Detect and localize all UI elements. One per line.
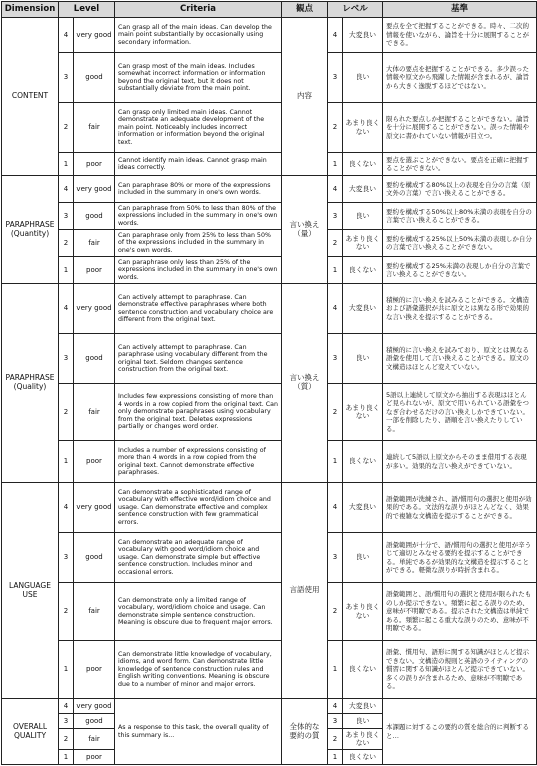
criteria-cell: Can actively attempt to paraphrase. Can demonstrate effective paraphrases where both sentence construction and vocabulary choice are different from the original text. <box>115 284 282 334</box>
table-row <box>2 641 537 699</box>
jp-score-cell: 4 <box>328 284 343 334</box>
criteria-cell: Can demonstrate only a limited range of vocabulary, word/idiom choice and usage. Can demonstrate simple sentence construction. Meaning is obscure due to frequent major errors. <box>115 583 282 641</box>
jp-criteria-header: 基準 <box>383 2 537 18</box>
dimension-paraphrase-quality: PARAPHRASE (Quality) <box>2 284 59 483</box>
jp-score-cell: 1 <box>328 257 343 284</box>
table-row <box>2 441 537 483</box>
jp-level-cell: 大変良い <box>343 483 383 533</box>
jp-score-cell: 2 <box>328 230 343 257</box>
jp-score-cell: 3 <box>328 714 343 729</box>
dimension-paraphrase-quantity: PARAPHRASE (Quantity) <box>2 176 59 284</box>
table-row <box>2 533 537 583</box>
jp-criteria-cell: 要点を全て把握することができる。時々、二次的情報を使いながら、論旨を十分に展開することができる。 <box>383 18 537 53</box>
criteria-cell: Can paraphrase only less than 25% of the expressions included in the summary in one's own words. <box>115 257 282 284</box>
jp-level-cell: 良い <box>343 203 383 230</box>
score-cell: 2 <box>59 384 74 441</box>
jp-dimension-paraphrase-quality: 言い換え （質） <box>282 284 328 483</box>
level-cell: good <box>74 533 115 583</box>
score-cell: 4 <box>59 176 74 203</box>
jp-criteria-cell: 連続して5語以上原文からそのまま借用する表現が多い。効果的な言い換えができていない。 <box>383 441 537 483</box>
jp-level-cell: 良くない <box>343 641 383 699</box>
criteria-cell: Can paraphrase only from 25% to less than 50% of the expressions included in the summary in one's own words. <box>115 230 282 257</box>
level-cell: fair <box>74 230 115 257</box>
criteria-cell: Can grasp most of the main ideas. Includes somewhat incorrect information or information beyond the original text, but it does not substantially deviate from the main point. <box>115 53 282 103</box>
jp-level-cell: 良い <box>343 53 383 103</box>
jp-criteria-cell: 積極的に言い換えを試みており、原文とは異なる語彙を使用して言い換えることができる。原文の文構造はほとんど変えていない。 <box>383 334 537 384</box>
table-row <box>2 153 537 176</box>
score-cell: 3 <box>59 53 74 103</box>
jp-level-cell: 大変良い <box>343 699 383 714</box>
score-cell: 1 <box>59 153 74 176</box>
jp-level-cell: 良い <box>343 533 383 583</box>
jp-score-cell: 4 <box>328 483 343 533</box>
level-cell: fair <box>74 384 115 441</box>
jp-level-cell: 良くない <box>343 257 383 284</box>
level-cell: very good <box>74 176 115 203</box>
jp-score-cell: 1 <box>328 441 343 483</box>
jp-score-cell: 2 <box>328 103 343 153</box>
jp-criteria-cell: 大体の要点を把握することができる。多少誤った情報や原文から飛躍した情報が含まれるが、論旨から大きく逸脱するほどではない。 <box>383 53 537 103</box>
dimension-header: Dimension <box>2 2 59 18</box>
criteria-cell: Can grasp all of the main ideas. Can develop the main point substantially by occasionally using secondary information. <box>115 18 282 53</box>
score-cell: 1 <box>59 641 74 699</box>
table-row <box>2 384 537 441</box>
jp-dimension-content: 内容 <box>282 18 328 176</box>
table-row <box>2 583 537 641</box>
score-cell: 3 <box>59 714 74 729</box>
jp-level-cell: 大変良い <box>343 18 383 53</box>
jp-score-cell: 2 <box>328 583 343 641</box>
score-cell: 2 <box>59 230 74 257</box>
criteria-cell: Can demonstrate a sophisticated range of vocabulary with effective word/idiom choice and usage. Can demonstrate effective and complex sentence construction with few grammatical errors. <box>115 483 282 533</box>
rubric-table <box>1 1 537 765</box>
level-cell: fair <box>74 103 115 153</box>
table-row <box>2 203 537 230</box>
jp-criteria-cell: 限られた要点しか把握することができない。論旨を十分に展開することができない。誤った情報や原文に書かれていない情報が目立つ。 <box>383 103 537 153</box>
jp-level-cell: 大変良い <box>343 284 383 334</box>
score-cell: 4 <box>59 483 74 533</box>
table-row <box>2 18 537 53</box>
jp-criteria-cell: 5語以上連続して原文から抽出する表現はほとんど見られないが、原文で用いられている語彙をつなぎ合わせるだけの言い換えしかできていない。一部を削除したり、語順を言い換えたりしている。 <box>383 384 537 441</box>
score-cell: 4 <box>59 18 74 53</box>
jp-criteria-cell: 語彙範囲が洗練され、語/慣用句の選択と使用が効果的である。文法的な誤りがほとんどなく、効果的で複雑な文構造を提示することができる。 <box>383 483 537 533</box>
jp-score-cell: 2 <box>328 384 343 441</box>
jp-level-cell: 良くない <box>343 750 383 765</box>
jp-level-cell: 良くない <box>343 153 383 176</box>
table-row <box>2 334 537 384</box>
jp-criteria-cell: 積極的に言い換えを試みることができる。文構造および語彙選択が共に原文とは異なる形で効果的な言い換えを提示することができる。 <box>383 284 537 334</box>
jp-dimension-language-use: 言語使用 <box>282 483 328 699</box>
table-row <box>2 230 537 257</box>
score-cell: 3 <box>59 334 74 384</box>
jp-score-cell: 4 <box>328 18 343 53</box>
jp-level-cell: あまり良くない <box>343 729 383 750</box>
jp-level-cell: あまり良くない <box>343 384 383 441</box>
table-row <box>2 699 537 714</box>
jp-criteria-cell: 語彙範囲と、語/慣用句の選択と使用が限られたものしか提示できない。頻繁に起こる誤りのため、意味が不明瞭である。提示された文構造は単純である。頻繁に起こる重大な誤りのため、意味が不明瞭である。 <box>383 583 537 641</box>
criteria-cell: Can paraphrase 80% or more of the expressions included in the summary in one's own words. <box>115 176 282 203</box>
criteria-cell: Can paraphrase from 50% to less than 80% of the expressions included in the summary in one's own words. <box>115 203 282 230</box>
jp-criteria-cell: 語彙、慣用句、語形に関する知識がほとんど提示できない。文構造の規則と英語のライティングの慣習に関する知識がほとんど提示できていない。多くの誤りが含まれるため、意味が不明瞭である。 <box>383 641 537 699</box>
level-cell: fair <box>74 583 115 641</box>
jp-criteria-cell: 要約を構成する25%以上50%未満の表現しか自分の言葉で言い換えることができない。 <box>383 230 537 257</box>
level-cell: poor <box>74 441 115 483</box>
level-cell: poor <box>74 750 115 765</box>
level-cell: good <box>74 334 115 384</box>
score-cell: 4 <box>59 699 74 714</box>
level-cell: very good <box>74 18 115 53</box>
criteria-cell: Can grasp only limited main ideas. Cannot demonstrate an adequate development of the main point. Noticeably includes incorrect information or information beyond the original text. <box>115 103 282 153</box>
criteria-cell: Can actively attempt to paraphrase. Can paraphrase using vocabulary different from the original text. Seldom changes sentence construction from the original text. <box>115 334 282 384</box>
level-header: Level <box>59 2 115 18</box>
level-cell: very good <box>74 483 115 533</box>
level-cell: good <box>74 203 115 230</box>
jp-criteria-cell: 要約を構成する50%以上80%未満の表現を自分の言葉で言い換えることができる。 <box>383 203 537 230</box>
table-row <box>2 176 537 203</box>
jp-criteria-cell: 本課題に対するこの要約の質を総合的に判断すると… <box>383 699 537 765</box>
jp-dimension-header: 観点 <box>282 2 328 18</box>
table-row <box>2 103 537 153</box>
jp-level-cell: あまり良くない <box>343 230 383 257</box>
jp-score-cell: 4 <box>328 176 343 203</box>
jp-criteria-cell: 要約を構成する80%以上の表現を自分の言葉（原文外の言葉）で言い換えることができる。 <box>383 176 537 203</box>
level-cell: poor <box>74 153 115 176</box>
level-cell: poor <box>74 257 115 284</box>
criteria-header: Criteria <box>115 2 282 18</box>
score-cell: 1 <box>59 750 74 765</box>
dimension-content: CONTENT <box>2 18 59 176</box>
level-cell: poor <box>74 641 115 699</box>
jp-score-cell: 1 <box>328 153 343 176</box>
score-cell: 3 <box>59 203 74 230</box>
criteria-cell: Cannot identify main ideas. Cannot grasp main ideas correctly. <box>115 153 282 176</box>
jp-criteria-cell: 要約を構成する25%未満の表現しか自分の言葉で言い換えることができない。 <box>383 257 537 284</box>
score-cell: 1 <box>59 441 74 483</box>
table-row <box>2 53 537 103</box>
level-cell: fair <box>74 729 115 750</box>
jp-level-cell: 良い <box>343 714 383 729</box>
table-row <box>2 284 537 334</box>
jp-score-cell: 3 <box>328 203 343 230</box>
table-row <box>2 483 537 533</box>
jp-score-cell: 3 <box>328 334 343 384</box>
table-row <box>2 257 537 284</box>
criteria-cell: Includes a number of expressions consisting of more than 4 words in a row copied from the original text. Cannot demonstrate effective paraphrases. <box>115 441 282 483</box>
level-cell: good <box>74 53 115 103</box>
criteria-cell: Can demonstrate little knowledge of vocabulary, idioms, and word form. Can demonstrate little knowledge of sentence construction rules and English writing conventions. Meaning is obscure due to a number of minor and major errors. <box>115 641 282 699</box>
jp-level-cell: あまり良くない <box>343 583 383 641</box>
score-cell: 2 <box>59 583 74 641</box>
criteria-cell: As a response to this task, the overall quality of this summary is... <box>115 699 282 765</box>
jp-score-cell: 4 <box>328 699 343 714</box>
score-cell: 1 <box>59 257 74 284</box>
criteria-cell: Includes few expressions consisting of more than 4 words in a row copied from the original text. Can only demonstrate paraphrases using vocabulary from the original text. Deletes expressions partially or changes word order. <box>115 384 282 441</box>
score-cell: 4 <box>59 284 74 334</box>
jp-score-cell: 1 <box>328 641 343 699</box>
jp-level-cell: 大変良い <box>343 176 383 203</box>
jp-score-cell: 1 <box>328 750 343 765</box>
jp-level-cell: 良くない <box>343 441 383 483</box>
jp-dimension-overall-quality: 全体的な 要約の質 <box>282 699 328 765</box>
level-cell: very good <box>74 284 115 334</box>
criteria-cell: Can demonstrate an adequate range of vocabulary with good word/idiom choice and usage. Can demonstrate simple but effective sentence construction. Includes minor and occasional errors. <box>115 533 282 583</box>
jp-criteria-cell: 語彙範囲が十分で、語/慣用句の選択と使用が辛うじて適切とみなせる要約を提示することができる。単純であるが効果的な文構造を提示することができる。軽微な誤りが時折含まれる。 <box>383 533 537 583</box>
jp-dimension-paraphrase-quantity: 言い換え （量） <box>282 176 328 284</box>
header-row <box>2 2 537 18</box>
dimension-language-use: LANGUAGE USE <box>2 483 59 699</box>
score-cell: 2 <box>59 729 74 750</box>
jp-level-cell: 良い <box>343 334 383 384</box>
score-cell: 3 <box>59 533 74 583</box>
level-cell: very good <box>74 699 115 714</box>
jp-score-cell: 3 <box>328 53 343 103</box>
score-cell: 2 <box>59 103 74 153</box>
jp-criteria-cell: 要点を選ぶことができない。要点を正確に把握することができない。 <box>383 153 537 176</box>
dimension-overall-quality: OVERALL QUALITY <box>2 699 59 765</box>
jp-level-header: レベル <box>328 2 383 18</box>
level-cell: good <box>74 714 115 729</box>
jp-score-cell: 2 <box>328 729 343 750</box>
jp-score-cell: 3 <box>328 533 343 583</box>
jp-level-cell: あまり良くない <box>343 103 383 153</box>
